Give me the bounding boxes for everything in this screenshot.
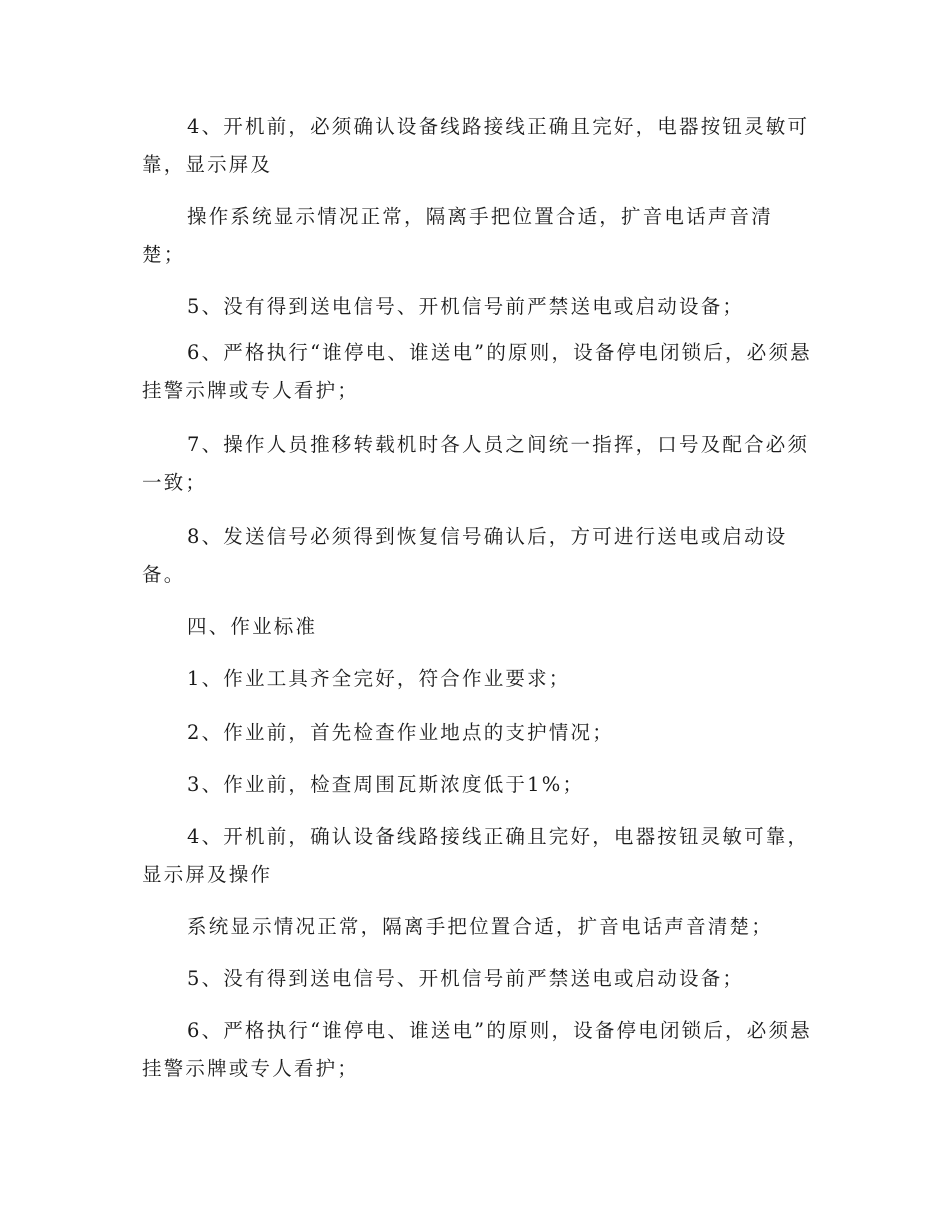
paragraph-6: 8、发送信号必须得到恢复信号确认后，方可进行送电或启动设备。: [142, 525, 788, 586]
paragraph-5: 7、操作人员推移转载机时各人员之间统一指挥，口号及配合必须一致；: [142, 433, 810, 494]
section-heading: 四、作业标准: [187, 615, 318, 638]
paragraph-2: 操作系统显示情况正常，隔离手把位置合适，扩音电话声音清楚；: [142, 205, 773, 266]
paragraph-7: 1、作业工具齐全完好，符合作业要求；: [187, 667, 571, 690]
paragraph-8: 2、作业前，首先检查作业地点的支护情况；: [187, 721, 614, 744]
paragraph-4: 6、严格执行“谁停电、谁送电”的原则，设备停电闭锁后，必须悬挂警示牌或专人看护；: [142, 341, 812, 402]
paragraph-12: 5、没有得到送电信号、开机信号前严禁送电或启动设备；: [187, 967, 745, 990]
paragraph-3: 5、没有得到送电信号、开机信号前严禁送电或启动设备；: [187, 295, 745, 318]
paragraph-13: 6、严格执行“谁停电、谁送电”的原则，设备停电闭锁后，必须悬挂警示牌或专人看护；: [142, 1019, 812, 1080]
paragraph-9: 3、作业前，检查周围瓦斯浓度低于1%；: [187, 773, 585, 796]
paragraph-11: 系统显示情况正常，隔离手把位置合适，扩音电话声音清楚；: [187, 915, 773, 938]
paragraph-10: 4、开机前，确认设备线路接线正确且完好，电器按钮灵敏可靠，显示屏及操作: [142, 825, 810, 886]
paragraph-1: 4、开机前，必须确认设备线路接线正确且完好，电器按钮灵敏可靠，显示屏及: [142, 115, 810, 176]
